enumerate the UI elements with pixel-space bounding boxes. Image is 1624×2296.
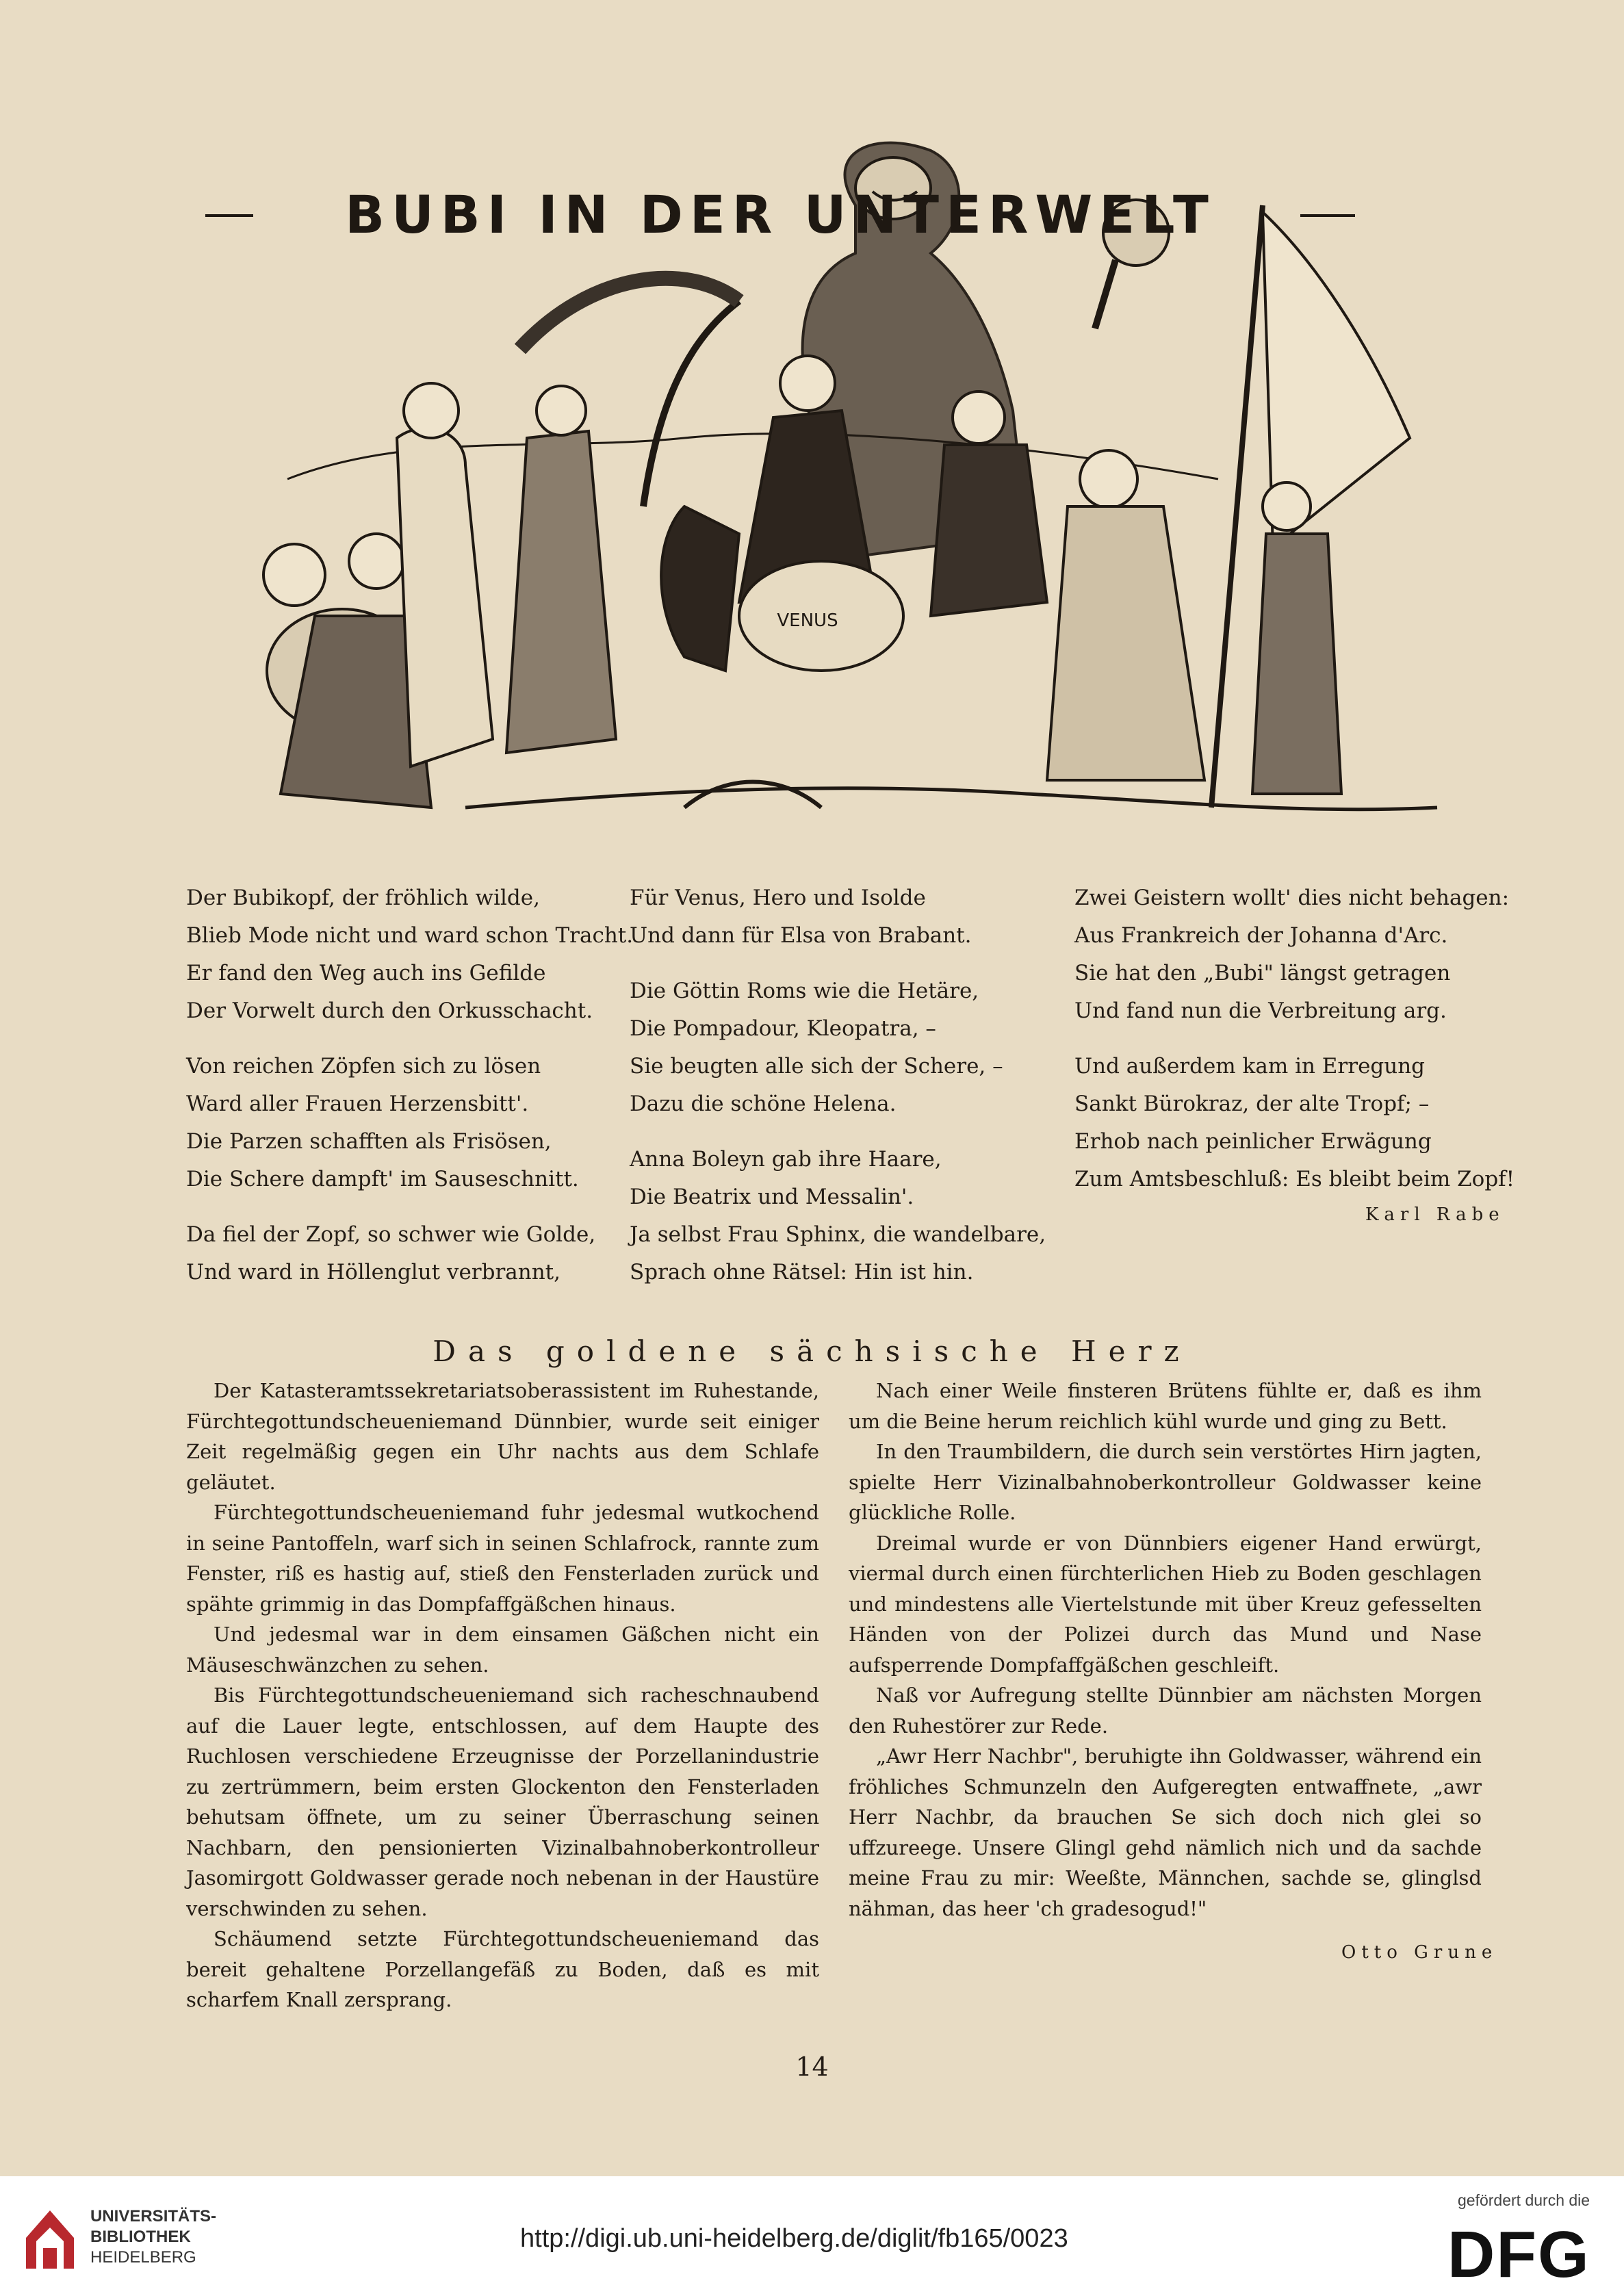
poem-line: Für Venus, Hero und Isolde	[630, 886, 926, 910]
story-paragraph: Und jedesmal war in dem einsamen Gäßchen nicht ein Mäuseschwänzchen zu sehen.	[186, 1623, 819, 1677]
illustration-title: BUBI IN DER UNTERWELT	[345, 184, 1215, 245]
poem-stanza	[186, 879, 633, 1030]
poem-stanza	[630, 972, 1046, 1123]
library-name-line1: UNIVERSITÄTS-	[90, 2207, 217, 2226]
story-paragraph: Dreimal wurde er von Dünnbiers eigener Hand erwürgt, viermal durch einen fürchterlichen Hieb zu Boden geschlagen und mindestens alle Viertelstunde mit über Kreuz gefesselten Händen von der Polizei durch das Mund und Nase aufsperrende Dompfaffgäßchen geschleift.	[849, 1531, 1482, 1677]
poem-column-2	[630, 879, 1046, 1309]
poem-line: Erhob nach peinlicher Erwägung	[1074, 1129, 1432, 1154]
poem-line: Die Parzen schafften als Frisösen,	[186, 1129, 552, 1154]
story-right-column	[849, 1376, 1482, 1924]
poem-stanza	[186, 1048, 633, 1198]
document-url-link[interactable]: http://digi.ub.uni-heidelberg.de/diglit/fb165/0023	[520, 2224, 1068, 2253]
venus-label: VENUS	[777, 610, 838, 631]
story-author: Otto Grune	[1341, 1942, 1498, 1963]
story-paragraph: „Awr Herr Nachbr", beruhigte ihn Goldwasser, während ein fröhliches Schmunzeln den Aufgeregten entwaffnete, „awr Herr Nachbr, da brauchen Se sich doch nich glei so uffzureege. Unsere Glingl gehd nämlich nich und da sachde meine Frau zu mir: Weeßte, Männchen, sachde se, glinglsd nähman, das heer 'ch gradesogud!"	[849, 1744, 1482, 1920]
poem-line: Blieb Mode nicht und ward schon Tracht.	[186, 923, 634, 948]
library-name-line3: HEIDELBERG	[90, 2248, 196, 2267]
story-paragraph: Bis Fürchtegottundscheueniemand sich racheschnaubend auf die Lauer legte, entschlossen, auf dem Haupte des Ruchlosen verschiedene Erzeugnisse der Porzellanindustrie zu zertrümmern, beim ersten Glockenton den Fensterladen behutsam öffnete, um zu seiner Überraschung seinen Nachbarn, den pensionierten Vizinalbahnoberkontrolleur Jasomirgott Goldwasser gerade noch nebenan in der Haustüre verschwinden zu sehen.	[186, 1684, 819, 1920]
poem-line: Ward aller Frauen Herzensbitt'.	[186, 1092, 529, 1116]
poem-line: Sie beugten alle sich der Schere, –	[630, 1054, 1003, 1079]
poem-line: Und dann für Elsa von Brabant.	[630, 923, 972, 948]
poem-stanza	[1074, 879, 1515, 1030]
story-paragraph: Nach einer Weile finsteren Brütens fühlte er, daß es ihm um die Beine herum reichlich kühl wurde und ging zu Bett.	[849, 1379, 1482, 1433]
poem-stanza	[186, 1216, 633, 1291]
story-paragraph: In den Traumbildern, die durch sein verstörtes Hirn jagten, spielte Herr Vizinalbahnoberkontrolleur Goldwasser keine glückliche Rolle.	[849, 1440, 1482, 1524]
funding-caption: gefördert durch die	[1458, 2191, 1590, 2209]
ub-heidelberg-logo-icon[interactable]	[19, 2197, 81, 2275]
poem-line: Da fiel der Zopf, so schwer wie Golde,	[186, 1222, 596, 1247]
story-paragraph: Fürchtegottundscheueniemand fuhr jedesmal wutkochend in seine Pantoffeln, warf sich in seinen Schlafrock, rannte zum Fenster, riß es hastig auf, stieß den Fensterladen zurück und spähte grimmig in das Dompfaffgäßchen hinaus.	[186, 1501, 819, 1616]
viewer-footer	[0, 2176, 1624, 2296]
illustration-title-svg	[205, 175, 1355, 257]
poem-line: Zwei Geistern wollt' dies nicht behagen:	[1074, 886, 1510, 910]
poem-line: Und außerdem kam in Erregung	[1074, 1054, 1426, 1079]
poem-line: Dazu die schöne Helena.	[630, 1092, 897, 1116]
story-title: Das goldene sächsische Herz	[433, 1334, 1191, 1368]
poem-stanza	[630, 879, 1046, 955]
poem-stanza	[630, 1141, 1046, 1291]
poem-line: Die Göttin Roms wie die Hetäre,	[630, 979, 979, 1003]
poem-line: Sprach ohne Rätsel: Hin ist hin.	[630, 1260, 974, 1285]
story-paragraph: Der Katasteramtssekretariatsoberassistent im Ruhestande, Fürchtegottundscheueniemand Dünnbier, wurde seit einiger Zeit regelmäßig gegen ein Uhr nachts aus dem Schlafe geläutet.	[186, 1379, 819, 1494]
poem-column-1	[186, 879, 633, 1309]
poem-line: Zum Amtsbeschluß: Es bleibt beim Zopf!	[1074, 1167, 1515, 1191]
poem-line: Sankt Bürokraz, der alte Tropf; –	[1074, 1092, 1430, 1116]
poem-line: Er fand den Weg auch ins Gefilde	[186, 961, 546, 985]
poem-line: Die Pompadour, Kleopatra, –	[630, 1016, 936, 1041]
story-paragraph: Naß vor Aufregung stellte Dünnbier am nächsten Morgen den Ruhestörer zur Rede.	[849, 1684, 1482, 1738]
poem-line: Die Schere dampft' im Sauseschnitt.	[186, 1167, 579, 1191]
poem-line: Anna Boleyn gab ihre Haare,	[630, 1147, 942, 1172]
poem-line: Aus Frankreich der Johanna d'Arc.	[1074, 923, 1448, 948]
dfg-logo[interactable]: DFG	[1447, 2218, 1590, 2291]
story-left-column	[186, 1376, 819, 2015]
poem-line: Der Bubikopf, der fröhlich wilde,	[186, 886, 540, 910]
poem-stanza	[1074, 1048, 1515, 1198]
page-number: 14	[795, 2052, 829, 2082]
poem-line: Sie hat den „Bubi" längst getragen	[1074, 961, 1451, 985]
poem-line: Der Vorwelt durch den Orkusschacht.	[186, 998, 593, 1023]
poem-column-3	[1074, 879, 1515, 1216]
story-paragraph: Schäumend setzte Fürchtegottundscheueniemand das bereit gehaltene Porzellangefäß zu Boden, daß es mit scharfem Knall zersprang.	[186, 1927, 819, 2011]
library-name-line2: BIBLIOTHEK	[90, 2228, 191, 2246]
library-name	[90, 2206, 216, 2268]
poem-line: Und ward in Höllenglut verbrannt,	[186, 1260, 560, 1285]
poem-line: Von reichen Zöpfen sich zu lösen	[186, 1054, 541, 1079]
poem-line: Und fand nun die Verbreitung arg.	[1074, 998, 1447, 1023]
poem-line: Die Beatrix und Messalin'.	[630, 1185, 914, 1209]
poem-line: Ja selbst Frau Sphinx, die wandelbare,	[630, 1222, 1046, 1247]
poem-author: Karl Rabe	[1365, 1204, 1505, 1225]
